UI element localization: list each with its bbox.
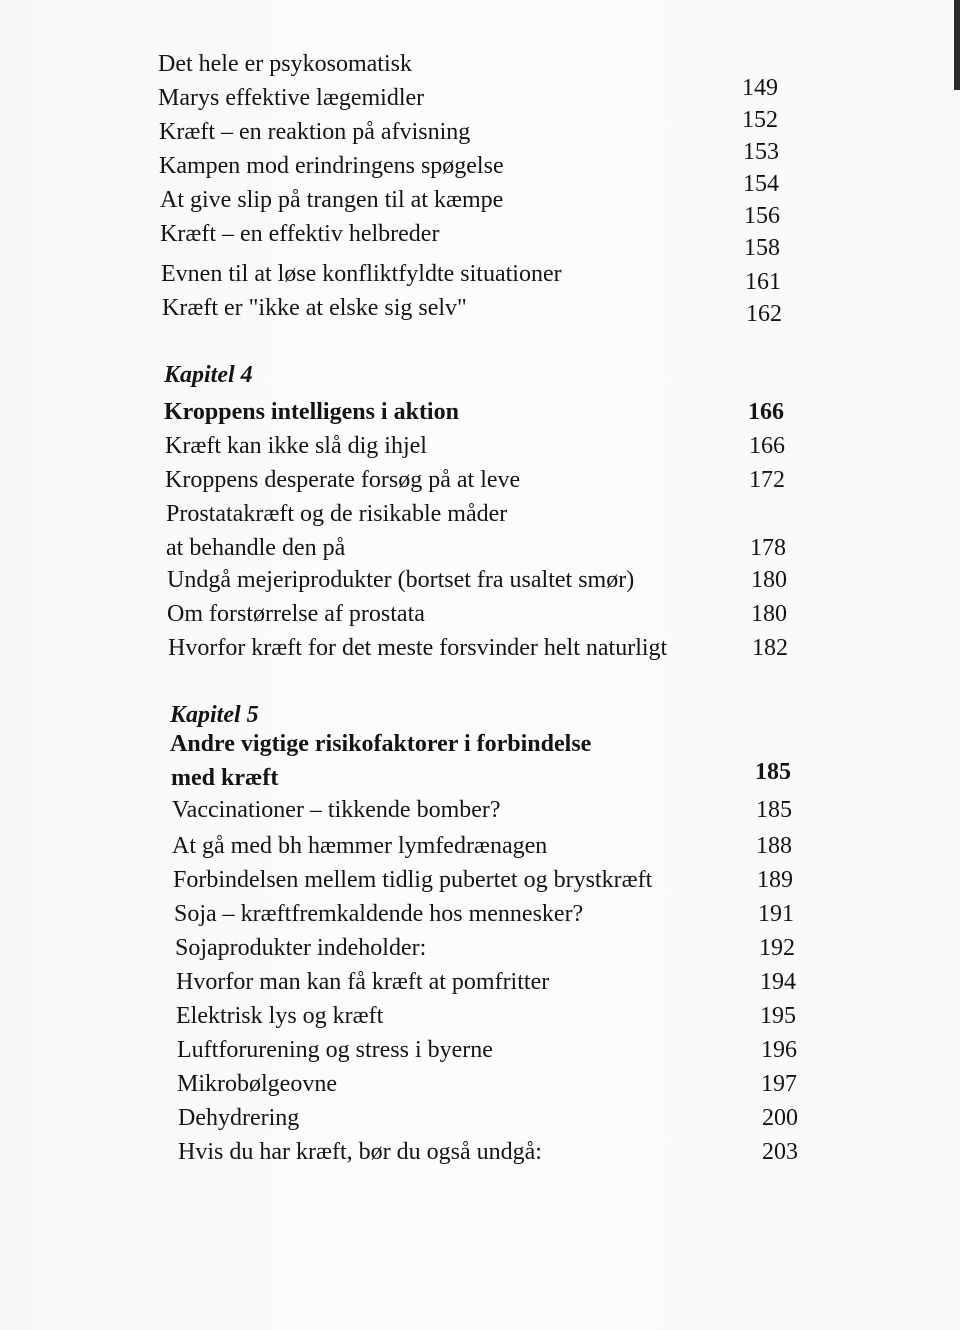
entry-page: 152: [742, 107, 778, 133]
toc-entry: [178, 1138, 798, 1166]
entry-page: 189: [757, 867, 793, 893]
entry-page: 172: [749, 467, 785, 493]
chapter-page: 166: [748, 399, 784, 425]
entry-page: 203: [762, 1139, 798, 1165]
toc-entry: [172, 796, 792, 824]
entry-title: At give slip på trangen til at kæmpe: [160, 187, 504, 213]
toc-entry: [172, 832, 792, 860]
entry-title: At gå med bh hæmmer lymfedrænagen: [172, 833, 548, 859]
entry-title: Luftforurening og stress i byerne: [177, 1037, 493, 1063]
entry-page: 194: [760, 969, 796, 995]
entry-page: 191: [758, 901, 794, 927]
entry-page: 178: [750, 535, 786, 561]
chapter-label: Kapitel 4: [164, 362, 253, 388]
entry-page: 161: [745, 269, 781, 295]
chapter-page: 185: [755, 759, 791, 785]
toc-entry: [178, 1104, 798, 1132]
entry-title: Marys effektive lægemidler: [158, 85, 425, 111]
entry-title: Kroppens desperate forsøg på at leve: [165, 467, 521, 493]
toc-entry: [166, 500, 786, 528]
entry-page: 200: [762, 1105, 798, 1131]
toc-entry: [176, 968, 796, 996]
toc-entry: [162, 294, 782, 327]
toc-entry: [168, 634, 788, 662]
entry-title: Hvis du har kræft, bør du også undgå:: [178, 1139, 542, 1165]
entry-title: Prostatakræft og de risikable måder: [166, 501, 508, 527]
entry-page: 154: [743, 171, 779, 197]
toc-entry: [173, 866, 793, 894]
entry-title: Kampen mod erindringens spøgelse: [159, 153, 504, 179]
toc-entry: [165, 466, 785, 494]
entry-page: 196: [761, 1037, 797, 1063]
entry-page: 180: [751, 567, 787, 593]
chapter-heading-line1: [170, 730, 790, 758]
entry-page: 192: [759, 935, 795, 961]
toc-entry: [159, 118, 779, 165]
toc-entry: [160, 186, 780, 229]
toc-entry: [167, 600, 787, 628]
toc-entry: [167, 566, 787, 594]
entry-title: Hvorfor kræft for det meste forsvinder helt naturligt: [168, 635, 668, 661]
entry-page: 195: [760, 1003, 796, 1029]
toc-entry: [160, 220, 780, 261]
entry-title: Det hele er psykosomatisk: [158, 51, 412, 77]
toc-entry: [161, 260, 781, 295]
toc-entry: [165, 432, 785, 460]
toc-entry: [177, 1070, 797, 1098]
entry-page: 166: [749, 433, 785, 459]
entry-title: Hvorfor man kan få kræft at pomfritter: [176, 969, 550, 995]
entry-page: 162: [746, 301, 782, 327]
entry-title: at behandle den på: [166, 535, 346, 561]
entry-page: 188: [756, 833, 792, 859]
entry-title: Undgå mejeriprodukter (bortset fra usaltet smør): [167, 567, 635, 593]
entry-title: Soja – kræftfremkaldende hos mennesker?: [174, 901, 584, 927]
entry-title: Vaccinationer – tikkende bomber?: [172, 797, 501, 823]
entry-title: Evnen til at løse konfliktfyldte situationer: [161, 261, 562, 287]
toc-entry: [166, 534, 786, 562]
chapter-title: med kræft: [171, 765, 279, 791]
chapter-heading: [164, 398, 784, 426]
entry-title: Om forstørrelse af prostata: [167, 601, 425, 627]
toc-entry: [175, 934, 795, 962]
entry-title: Dehydrering: [178, 1105, 300, 1131]
entry-title: Kræft kan ikke slå dig ihjel: [165, 433, 427, 459]
chapter-label: Kapitel 5: [170, 702, 259, 728]
entry-title: Kræft – en reaktion på afvisning: [159, 119, 471, 145]
entry-page: 149: [742, 75, 778, 101]
entry-page: 156: [744, 203, 780, 229]
entry-title: Forbindelsen mellem tidlig pubertet og brystkræft: [173, 867, 653, 893]
entry-title: Kræft er "ikke at elske sig selv": [162, 295, 467, 321]
entry-page: 185: [756, 797, 792, 823]
toc-entry: [176, 1002, 796, 1030]
entry-page: 158: [744, 235, 780, 261]
toc-entry: [177, 1036, 797, 1064]
chapter-title: Andre vigtige risikofaktorer i forbindelse: [170, 731, 592, 757]
entry-title: Sojaprodukter indeholder:: [175, 935, 427, 961]
entry-page: 197: [761, 1071, 797, 1097]
entry-title: Elektrisk lys og kræft: [176, 1003, 384, 1029]
chapter-title: Kroppens intelligens i aktion: [164, 399, 459, 425]
entry-title: Mikrobølgeovne: [177, 1071, 337, 1097]
entry-page: 180: [751, 601, 787, 627]
toc-entry: [159, 152, 779, 197]
page-edge-shadow: [954, 0, 960, 90]
entry-page: 182: [752, 635, 788, 661]
entry-title: Kræft – en effektiv helbreder: [160, 221, 440, 247]
chapter-heading: [171, 759, 791, 792]
toc-entry: [174, 900, 794, 928]
entry-page: 153: [743, 139, 779, 165]
